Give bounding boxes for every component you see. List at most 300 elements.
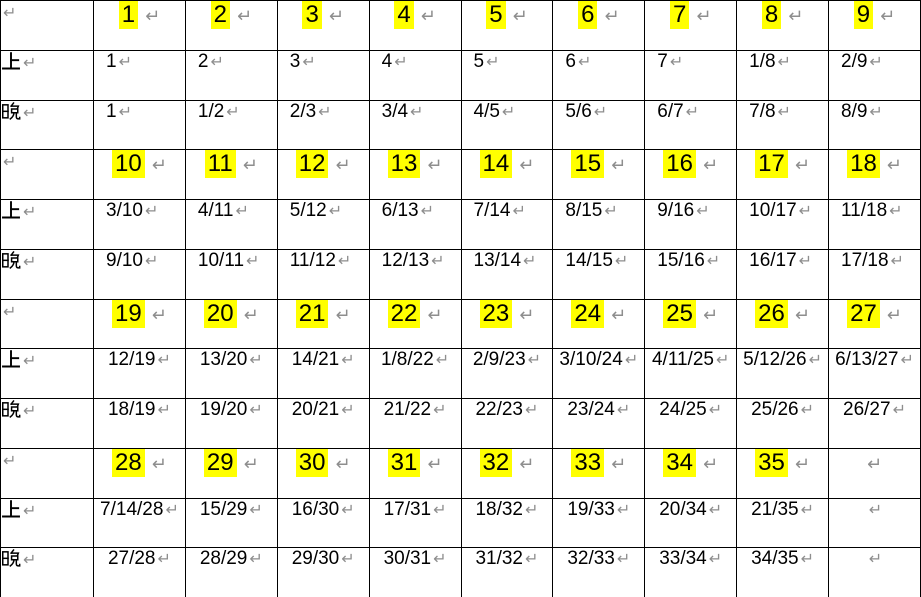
morning-row <box>1 200 921 250</box>
header-cell[interactable] <box>277 448 369 498</box>
cell-text: 1/8/22 <box>380 349 434 371</box>
return-mark-icon: ↵ <box>210 51 224 71</box>
cell-text: 26/27 <box>843 399 891 420</box>
morning-cell[interactable] <box>829 50 921 100</box>
cell-text: 4/11 <box>197 200 234 221</box>
return-mark-icon: ↵ <box>702 304 719 326</box>
morning-cell[interactable] <box>185 498 277 548</box>
evening-cell[interactable] <box>94 249 186 299</box>
cell-text: 8/9 <box>841 100 868 122</box>
return-mark-icon: ↵ <box>249 350 263 370</box>
morning-cell[interactable] <box>645 200 737 250</box>
return-mark-icon: ↵ <box>243 304 259 326</box>
header-cell[interactable] <box>645 299 737 349</box>
cell-text: 2 <box>197 50 209 72</box>
row-label-cell[interactable] <box>1 249 94 299</box>
highlighted-number: 27 <box>847 299 880 328</box>
cell-text: 20/34 <box>659 498 707 520</box>
evening-cell[interactable] <box>461 399 553 449</box>
return-mark-icon: ↵ <box>23 52 37 72</box>
return-mark-icon: ↵ <box>519 155 535 177</box>
row-label-text <box>21 101 22 102</box>
morning-cell[interactable] <box>94 349 186 399</box>
header-cell[interactable] <box>461 299 553 349</box>
header-row <box>1 299 921 349</box>
cell-text: 31/32 <box>475 548 523 570</box>
corner-cell[interactable] <box>1 1 94 51</box>
evening-cell[interactable] <box>277 249 369 299</box>
return-mark-icon: ↵ <box>118 101 132 121</box>
row-label-cell[interactable] <box>1 399 94 449</box>
morning-cell[interactable] <box>277 50 369 100</box>
return-mark-icon: ↵ <box>880 6 896 27</box>
evening-row <box>1 548 921 597</box>
cell-text: 2/9/23 <box>472 349 526 371</box>
morning-row <box>1 349 921 399</box>
cell-text: 21/35 <box>751 498 799 520</box>
header-cell[interactable] <box>553 448 645 498</box>
cell-text: 18/32 <box>475 498 523 520</box>
cell-text: 19/20 <box>199 399 248 420</box>
return-mark-icon: ↵ <box>523 250 537 270</box>
return-mark-icon: ↵ <box>890 250 904 270</box>
return-mark-icon: ↵ <box>157 549 171 569</box>
cell-text: 5 <box>473 50 485 72</box>
cell-text: 8/15 <box>565 200 603 221</box>
evening-cell[interactable] <box>737 399 829 449</box>
morning-row <box>1 50 921 100</box>
corner-cell[interactable] <box>1 448 94 498</box>
return-mark-icon: ↵ <box>696 201 710 220</box>
evening-cell[interactable] <box>461 548 553 597</box>
morning-cell[interactable] <box>553 50 645 100</box>
cell-text: 4/5 <box>473 100 500 122</box>
return-mark-icon: ↵ <box>433 400 447 419</box>
header-cell[interactable] <box>369 1 461 51</box>
cell-text: 3/10 <box>106 200 143 221</box>
cell-text: 24/25 <box>659 399 707 420</box>
evening-cell[interactable] <box>185 548 277 597</box>
morning-cell[interactable] <box>369 50 461 100</box>
return-mark-icon: ↵ <box>614 250 629 270</box>
header-row <box>1 1 921 51</box>
return-mark-icon: ↵ <box>23 401 37 420</box>
morning-cell[interactable] <box>185 349 277 399</box>
corner-cell[interactable] <box>1 150 94 200</box>
return-mark-icon: ↵ <box>157 400 171 419</box>
evening-cell[interactable] <box>277 548 369 597</box>
morning-cell[interactable] <box>737 200 829 250</box>
return-mark-icon: ↵ <box>794 304 810 326</box>
cell-text: 13/14 <box>473 249 522 271</box>
highlighted-number: 10 <box>112 150 145 179</box>
cell-text: 3 <box>289 50 301 72</box>
return-mark-icon: ↵ <box>519 453 535 475</box>
cell-text: 4/11/25 <box>651 349 714 371</box>
return-mark-icon: ↵ <box>427 453 443 475</box>
evening-cell[interactable] <box>94 100 186 150</box>
morning-cell[interactable] <box>185 50 277 100</box>
cell-text: 4 <box>381 50 393 72</box>
evening-cell[interactable] <box>553 100 645 150</box>
cell-text: 7 <box>657 50 668 72</box>
header-cell[interactable] <box>94 150 186 200</box>
evening-cell[interactable] <box>829 100 921 150</box>
evening-cell[interactable] <box>185 249 277 299</box>
evening-cell[interactable] <box>829 249 921 299</box>
evening-cell[interactable] <box>461 100 553 150</box>
return-mark-icon: ↵ <box>435 350 450 370</box>
row-label-text <box>21 399 22 400</box>
evening-cell[interactable] <box>553 399 645 449</box>
header-cell[interactable] <box>369 299 461 349</box>
morning-cell[interactable] <box>829 498 921 548</box>
morning-cell[interactable] <box>369 349 461 399</box>
return-mark-icon: ↵ <box>889 201 903 220</box>
header-cell[interactable] <box>277 1 369 51</box>
return-mark-icon: ↵ <box>151 304 167 326</box>
shang-character-glyph <box>1 200 21 220</box>
header-cell[interactable] <box>461 1 553 51</box>
highlighted-number: 20 <box>204 299 237 328</box>
highlighted-number: 25 <box>663 299 696 328</box>
return-mark-icon: ↵ <box>249 499 263 519</box>
morning-cell[interactable] <box>553 498 645 548</box>
highlighted-number: 31 <box>388 448 421 477</box>
header-cell[interactable] <box>645 448 737 498</box>
cell-text: 30/31 <box>383 548 432 570</box>
row-label-text <box>21 51 22 52</box>
cell-text: 7/8 <box>749 100 776 122</box>
return-mark-icon: ↵ <box>3 3 17 22</box>
highlighted-number: 19 <box>112 299 145 328</box>
cell-text: 12/19 <box>107 349 156 371</box>
return-mark-icon: ↵ <box>236 6 253 27</box>
return-mark-icon: ↵ <box>794 453 810 475</box>
morning-cell[interactable] <box>94 200 186 250</box>
evening-cell[interactable] <box>829 548 921 597</box>
evening-cell[interactable] <box>277 399 369 449</box>
evening-cell[interactable] <box>277 100 369 150</box>
evening-cell[interactable] <box>829 399 921 449</box>
morning-cell[interactable] <box>277 349 369 399</box>
evening-row <box>1 399 921 449</box>
morning-cell[interactable] <box>94 498 186 548</box>
highlighted-number: 7 <box>670 1 689 30</box>
shang-character-glyph <box>1 51 21 71</box>
highlighted-number: 8 <box>762 1 781 30</box>
return-mark-icon: ↵ <box>604 201 618 220</box>
return-mark-icon: ↵ <box>794 155 810 177</box>
return-mark-icon: ↵ <box>685 101 700 121</box>
return-mark-icon: ↵ <box>23 251 37 271</box>
morning-cell[interactable] <box>461 200 553 250</box>
return-mark-icon: ↵ <box>328 6 344 27</box>
evening-cell[interactable] <box>369 100 461 150</box>
header-cell[interactable] <box>185 150 277 200</box>
highlighted-number: 18 <box>847 150 880 179</box>
evening-cell[interactable] <box>185 399 277 449</box>
cell-text: 28/29 <box>199 548 248 570</box>
return-mark-icon: ↵ <box>318 101 332 121</box>
cell-text: 29/30 <box>291 548 340 570</box>
return-mark-icon: ↵ <box>886 304 902 326</box>
header-cell[interactable] <box>829 150 921 200</box>
highlighted-number: 6 <box>578 1 597 30</box>
return-mark-icon: ↵ <box>892 400 906 419</box>
evening-cell[interactable] <box>369 399 461 449</box>
evening-cell[interactable] <box>737 249 829 299</box>
return-mark-icon: ↵ <box>616 549 631 569</box>
highlighted-number: 34 <box>663 448 696 477</box>
highlighted-number: 35 <box>755 448 788 477</box>
return-mark-icon: ↵ <box>23 351 37 371</box>
return-mark-icon: ↵ <box>777 51 791 71</box>
header-cell[interactable] <box>461 150 553 200</box>
evening-cell[interactable] <box>645 100 737 150</box>
return-mark-icon: ↵ <box>337 250 352 270</box>
return-mark-icon: ↵ <box>611 155 627 177</box>
return-mark-icon: ↵ <box>512 201 526 220</box>
cell-text: 16/17 <box>749 249 797 271</box>
row-label-cell[interactable] <box>1 50 94 100</box>
evening-cell[interactable] <box>645 548 737 597</box>
return-mark-icon: ↵ <box>335 155 351 177</box>
return-mark-icon: ↵ <box>800 499 815 519</box>
return-mark-icon: ↵ <box>420 6 436 27</box>
wan-character-glyph <box>1 399 21 419</box>
return-mark-icon: ↵ <box>23 102 37 122</box>
header-cell[interactable] <box>369 448 461 498</box>
evening-cell[interactable] <box>737 548 829 597</box>
return-mark-icon: ↵ <box>616 400 631 419</box>
return-mark-icon: ↵ <box>669 51 684 71</box>
cell-text: 15/29 <box>199 498 248 520</box>
return-mark-icon: ↵ <box>23 202 37 221</box>
morning-cell[interactable] <box>737 50 829 100</box>
header-cell[interactable] <box>829 1 921 51</box>
return-mark-icon: ↵ <box>868 549 883 569</box>
evening-cell[interactable] <box>645 399 737 449</box>
header-cell[interactable] <box>553 299 645 349</box>
return-mark-icon: ↵ <box>341 499 355 519</box>
return-mark-icon: ↵ <box>868 499 883 519</box>
return-mark-icon: ↵ <box>165 499 179 519</box>
return-mark-icon: ↵ <box>23 550 37 570</box>
highlighted-number: 23 <box>480 299 513 328</box>
cell-text: 13/20 <box>199 349 248 371</box>
highlighted-number: 4 <box>394 1 413 30</box>
header-cell[interactable] <box>829 448 921 498</box>
return-mark-icon: ↵ <box>808 350 822 370</box>
evening-cell[interactable] <box>553 548 645 597</box>
highlighted-number: 28 <box>112 448 145 477</box>
row-label-cell[interactable] <box>1 498 94 548</box>
header-cell[interactable] <box>94 1 186 51</box>
row-label-cell[interactable] <box>1 200 94 250</box>
return-mark-icon: ↵ <box>151 453 167 475</box>
header-cell[interactable] <box>553 1 645 51</box>
cell-text: 9/10 <box>106 249 143 271</box>
return-mark-icon: ↵ <box>420 201 435 220</box>
cell-text: 6/7 <box>657 100 684 122</box>
cell-text: 11/18 <box>841 200 888 221</box>
evening-row <box>1 249 921 299</box>
return-mark-icon: ↵ <box>715 350 730 370</box>
cell-text: 34/35 <box>751 548 799 570</box>
highlighted-number: 13 <box>388 150 421 179</box>
header-cell[interactable] <box>645 1 737 51</box>
header-cell[interactable] <box>94 299 186 349</box>
highlighted-number: 15 <box>571 150 604 179</box>
highlighted-number: 2 <box>211 1 230 30</box>
morning-cell[interactable] <box>461 349 553 399</box>
return-mark-icon: ↵ <box>433 499 447 519</box>
header-cell[interactable] <box>185 448 277 498</box>
evening-cell[interactable] <box>369 548 461 597</box>
cell-text: 23/24 <box>567 399 615 420</box>
evening-cell[interactable] <box>94 399 186 449</box>
evening-cell[interactable] <box>553 249 645 299</box>
header-cell[interactable] <box>94 448 186 498</box>
morning-cell[interactable] <box>829 200 921 250</box>
header-cell[interactable] <box>369 150 461 200</box>
morning-cell[interactable] <box>277 200 369 250</box>
morning-cell[interactable] <box>94 50 186 100</box>
cell-text: 1/8 <box>749 50 776 72</box>
highlighted-number: 3 <box>302 1 321 30</box>
return-mark-icon: ↵ <box>118 51 132 71</box>
cell-text: 18/19 <box>107 399 156 420</box>
morning-cell[interactable] <box>553 200 645 250</box>
row-label-text <box>21 499 22 500</box>
evening-cell[interactable] <box>645 249 737 299</box>
cell-text: 17/18 <box>841 249 889 271</box>
return-mark-icon: ↵ <box>23 500 37 520</box>
cell-text: 6/13 <box>381 200 419 221</box>
header-cell[interactable] <box>185 299 277 349</box>
header-cell[interactable] <box>737 299 829 349</box>
header-cell[interactable] <box>737 448 829 498</box>
highlighted-number: 30 <box>296 448 329 477</box>
header-cell[interactable] <box>553 150 645 200</box>
morning-cell[interactable] <box>645 50 737 100</box>
return-mark-icon: ↵ <box>900 350 914 370</box>
return-mark-icon: ↵ <box>616 499 631 519</box>
morning-cell[interactable] <box>277 498 369 548</box>
evening-cell[interactable] <box>461 249 553 299</box>
morning-cell[interactable] <box>829 349 921 399</box>
morning-cell[interactable] <box>553 349 645 399</box>
evening-cell[interactable] <box>94 548 186 597</box>
morning-cell[interactable] <box>737 498 829 548</box>
row-label-text <box>21 200 22 201</box>
cell-text: 5/12/26 <box>743 349 807 371</box>
corner-cell[interactable] <box>1 299 94 349</box>
return-mark-icon: ↵ <box>427 155 443 177</box>
morning-cell[interactable] <box>645 498 737 548</box>
return-mark-icon: ↵ <box>708 499 723 519</box>
morning-cell[interactable] <box>369 498 461 548</box>
evening-cell[interactable] <box>737 100 829 150</box>
return-mark-icon: ↵ <box>410 101 424 121</box>
header-cell[interactable] <box>737 150 829 200</box>
return-mark-icon: ↵ <box>577 51 592 71</box>
return-mark-icon: ↵ <box>335 304 351 326</box>
cell-text: 7/14/28 <box>100 498 164 520</box>
evening-cell[interactable] <box>369 249 461 299</box>
return-mark-icon: ↵ <box>3 450 17 470</box>
morning-cell[interactable] <box>369 200 461 250</box>
morning-cell[interactable] <box>461 498 553 548</box>
header-cell[interactable] <box>277 299 369 349</box>
return-mark-icon: ↵ <box>525 400 539 419</box>
cell-text: 27/28 <box>107 548 156 570</box>
row-label-cell[interactable] <box>1 349 94 399</box>
cell-text: 7/14 <box>473 200 511 221</box>
return-mark-icon: ↵ <box>706 250 721 270</box>
evening-cell[interactable] <box>185 100 277 150</box>
cell-text: 6 <box>565 50 576 72</box>
cell-text: 15/16 <box>657 249 705 271</box>
return-mark-icon: ↵ <box>144 250 159 270</box>
morning-cell[interactable] <box>645 349 737 399</box>
morning-cell[interactable] <box>185 200 277 250</box>
return-mark-icon: ↵ <box>702 155 719 177</box>
cell-text: 16/30 <box>291 498 340 520</box>
row-label-cell[interactable] <box>1 548 94 597</box>
morning-cell[interactable] <box>461 50 553 100</box>
header-cell[interactable] <box>185 1 277 51</box>
row-label-cell[interactable] <box>1 100 94 150</box>
return-mark-icon: ↵ <box>144 201 159 220</box>
highlighted-number: 32 <box>480 448 513 477</box>
header-cell[interactable] <box>737 1 829 51</box>
return-mark-icon: ↵ <box>501 101 516 121</box>
return-mark-icon: ↵ <box>519 304 535 326</box>
wan-character-glyph <box>1 548 21 568</box>
return-mark-icon: ↵ <box>708 549 723 569</box>
header-cell[interactable] <box>461 448 553 498</box>
highlighted-number: 26 <box>755 299 788 328</box>
highlighted-number: 12 <box>296 150 329 179</box>
morning-cell[interactable] <box>737 349 829 399</box>
morning-row <box>1 498 921 548</box>
return-mark-icon: ↵ <box>525 499 539 519</box>
shang-character-glyph <box>1 349 21 369</box>
cell-text: 33/34 <box>659 548 707 570</box>
highlighted-number: 24 <box>571 299 604 328</box>
return-mark-icon: ↵ <box>341 549 355 569</box>
return-mark-icon: ↵ <box>777 101 791 121</box>
return-mark-icon: ↵ <box>335 453 351 475</box>
header-cell[interactable] <box>277 150 369 200</box>
return-mark-icon: ↵ <box>427 304 443 326</box>
cell-text: 5/6 <box>565 100 592 122</box>
highlighted-number: 33 <box>571 448 604 477</box>
return-mark-icon: ↵ <box>246 250 260 270</box>
cell-text: 2/3 <box>289 100 317 122</box>
header-cell[interactable] <box>645 150 737 200</box>
return-mark-icon: ↵ <box>800 549 815 569</box>
cell-text: 32/33 <box>567 548 615 570</box>
return-mark-icon: ↵ <box>525 549 539 569</box>
return-mark-icon: ↵ <box>235 201 249 220</box>
cell-text: 10/11 <box>197 249 245 271</box>
return-mark-icon: ↵ <box>798 201 813 220</box>
header-cell[interactable] <box>829 299 921 349</box>
cell-text: 12/13 <box>381 249 430 271</box>
